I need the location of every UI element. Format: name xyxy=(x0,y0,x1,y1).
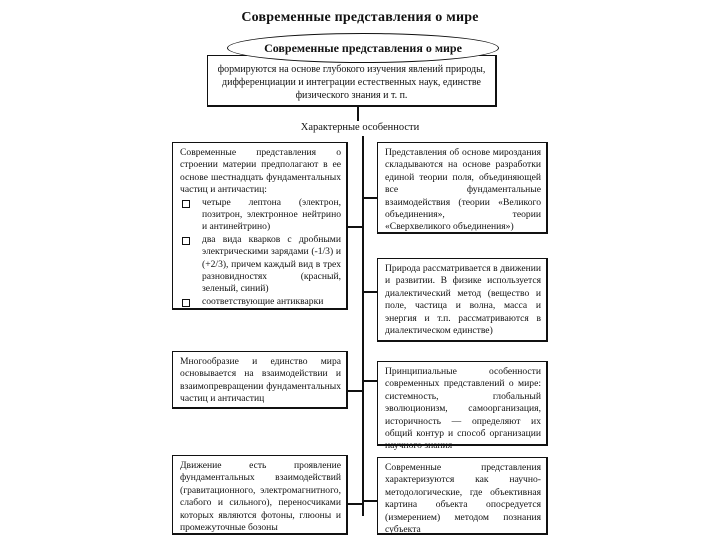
list-item: соответствующие антикварки xyxy=(180,296,341,308)
list-item: два вида кварков с дробными электрическими зарядами (-1/3) и (+2/3), причем каждый вид в трех разновидностях (красный, зеленый, синий) xyxy=(180,234,341,296)
right-box-methodology xyxy=(377,457,548,535)
right-box-dialectics xyxy=(377,258,548,342)
principles-text: Принципиальные особенности современных представлений о мире: системность, глобальный эволюционизм, самоорганизация, историчность — определяют их общий контур и способ организации научного знания xyxy=(385,366,541,452)
right-box-principles xyxy=(377,361,548,452)
connector-right-3 xyxy=(362,380,377,382)
connector-right-1 xyxy=(362,197,377,199)
particle-list xyxy=(180,197,341,309)
motion-text: Движение есть проявление фундаментальных взаимодействий (гравитационного, электромагнитного, слабого и сильного), переносчиками которых являются фотоны, глюоны и промежуточные бозоны xyxy=(180,460,341,534)
matter-structure-intro: Современные представления о строении материи предполагают в ее основе шестнадцать фундаментальных частиц и античастиц: xyxy=(180,147,341,196)
left-box-matter-structure xyxy=(172,142,348,310)
connector-left-3 xyxy=(348,503,362,505)
page-title: Современные представления о мире xyxy=(241,10,479,25)
unity-of-world-text: Многообразие и единство мира основывается на взаимодействии и взаимопревращении фундаментальных частиц и античастиц xyxy=(180,356,341,405)
connector-root-to-features xyxy=(357,107,359,121)
checkbox-bullet-icon xyxy=(182,200,190,208)
dialectics-text: Природа рассматривается в движении и развитии. В физике используется диалектический метод (вещество и поле, частица и волна, масса и энергия и т.п. рассматриваются в диалектическом единстве) xyxy=(385,263,541,337)
connector-right-2 xyxy=(362,291,377,293)
checkbox-bullet-icon xyxy=(182,299,190,307)
left-box-unity-of-world xyxy=(172,351,348,409)
right-box-unified-field xyxy=(377,142,548,234)
checkbox-bullet-icon xyxy=(182,237,190,245)
root-node-ellipse: Современные представления о мире xyxy=(227,33,499,63)
section-label: Характерные особенности xyxy=(300,122,420,133)
left-box-motion xyxy=(172,455,348,535)
connector-left-1 xyxy=(348,226,362,228)
connector-right-4 xyxy=(362,500,377,502)
list-item: четыре лептона (электрон, позитрон, электронное нейтрино и антинейтрино) xyxy=(180,197,341,234)
root-description-text: формируются на основе глубокого изучения явлений природы, дифференциации и интеграции естественных наук, единстве физического знания и т. п. xyxy=(217,64,486,101)
connector-main-trunk xyxy=(362,136,364,516)
connector-left-2 xyxy=(348,390,362,392)
unified-field-text: Представления об основе мироздания складываются на основе разработки единой теории поля, объединяющей все фундаментальные взаимодействия (теории «Великого объединения», теории «Сверхвеликого объединения») xyxy=(385,147,541,233)
methodology-text: Современные представления характеризуются как научно-методологические, где объективная картина объекта опосредуется (измерением) методом познания субъекта xyxy=(385,462,541,536)
